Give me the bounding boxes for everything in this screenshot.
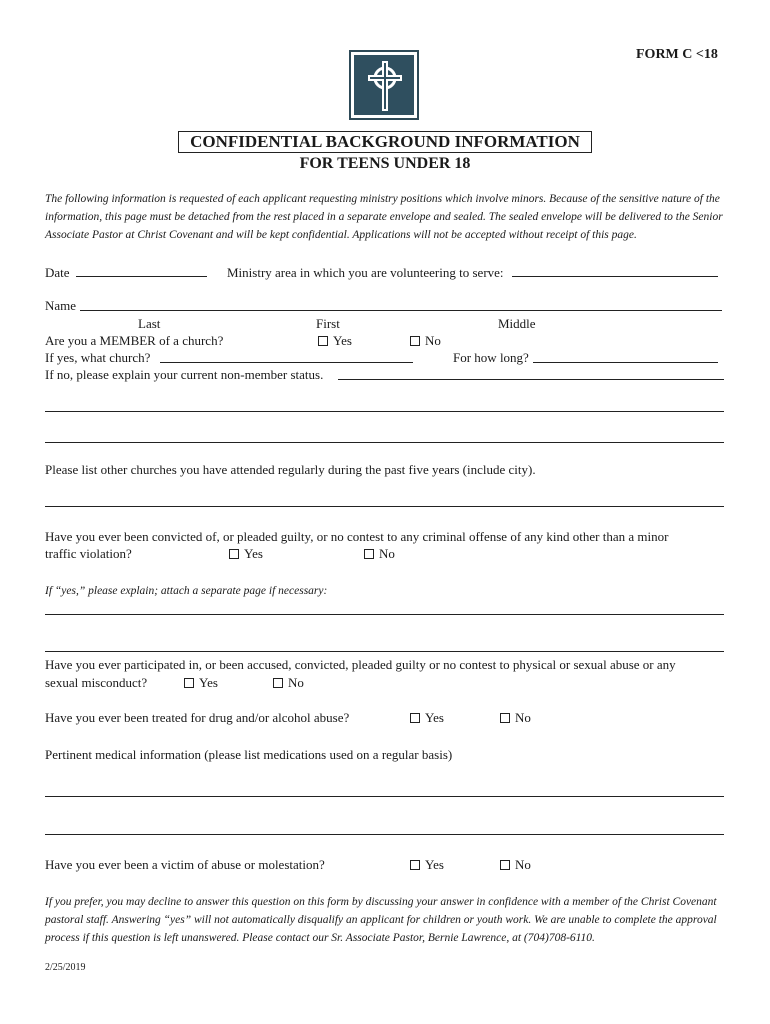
convicted-yes-option[interactable]: Yes xyxy=(229,546,263,562)
if-yes-explain-label: If “yes,” please explain; attach a separate page if necessary: xyxy=(45,585,328,597)
drug-question: Have you ever been treated for drug and/or alcohol abuse? xyxy=(45,710,350,725)
abuse-yes-option[interactable]: Yes xyxy=(184,675,218,691)
name-last-label: Last xyxy=(138,316,161,331)
closing-line: pastoral staff. Answering “yes” will not automatically disqualify an applicant for children or youth work. We are unable to complete the approval xyxy=(45,914,717,926)
abuse-question: Have you ever participated in, or been accused, convicted, pleaded guilty or no contest to physical or sexual abuse or any xyxy=(45,657,676,672)
date-field[interactable] xyxy=(76,276,207,277)
checkbox-icon[interactable] xyxy=(229,549,239,559)
convicted-question-cont: traffic violation? xyxy=(45,546,132,561)
medical-line-2[interactable] xyxy=(45,834,724,835)
convicted-question: Have you ever been convicted of, or pleaded guilty, or no contest to any criminal offense of any kind other than a minor xyxy=(45,529,669,544)
convicted-no-option[interactable]: No xyxy=(364,546,395,562)
name-middle-label: Middle xyxy=(498,316,536,331)
member-question: Are you a MEMBER of a church? xyxy=(45,333,224,348)
member-yes-option[interactable]: Yes xyxy=(318,333,352,349)
victim-question: Have you ever been a victim of abuse or molestation? xyxy=(45,857,325,872)
explain-line-2[interactable] xyxy=(45,651,724,652)
medical-label: Pertinent medical information (please list medications used on a regular basis) xyxy=(45,747,453,762)
if-yes-church-label: If yes, what church? xyxy=(45,350,151,365)
checkbox-icon[interactable] xyxy=(184,678,194,688)
ministry-field[interactable] xyxy=(512,276,718,277)
explain-line-1[interactable] xyxy=(45,614,724,615)
non-member-line-3[interactable] xyxy=(45,442,724,443)
other-churches-label: Please list other churches you have attended regularly during the past five years (include city). xyxy=(45,462,536,477)
date-label: Date xyxy=(45,265,70,280)
closing-line: process if this question is left unanswered. Please contact our Sr. Associate Pastor, Bernie Lawrence, at (704)708-6110. xyxy=(45,932,595,944)
medical-line-1[interactable] xyxy=(45,796,724,797)
victim-no-option[interactable]: No xyxy=(500,857,531,873)
if-no-explain-label: If no, please explain your current non-member status. xyxy=(45,367,324,382)
abuse-question-cont: sexual misconduct? xyxy=(45,675,148,690)
checkbox-icon[interactable] xyxy=(273,678,283,688)
checkbox-icon[interactable] xyxy=(318,336,328,346)
closing-line: If you prefer, you may decline to answer this question on this form by discussing your answer in confidence with a member of the Christ Covenant xyxy=(45,896,717,908)
name-field[interactable] xyxy=(80,310,722,311)
page-subtitle: FOR TEENS UNDER 18 xyxy=(299,155,471,172)
abuse-no-option[interactable]: No xyxy=(273,675,304,691)
checkbox-icon[interactable] xyxy=(500,713,510,723)
victim-yes-option[interactable]: Yes xyxy=(410,857,444,873)
how-long-field[interactable] xyxy=(533,362,718,363)
drug-yes-option[interactable]: Yes xyxy=(410,710,444,726)
non-member-line-2[interactable] xyxy=(45,411,724,412)
intro-line: Associate Pastor at Christ Covenant and will be kept confidential. Applications will not be accepted without receipt of this page. xyxy=(45,229,637,241)
checkbox-icon[interactable] xyxy=(410,336,420,346)
member-no-option[interactable]: No xyxy=(410,333,441,349)
non-member-field[interactable] xyxy=(338,379,724,380)
drug-no-option[interactable]: No xyxy=(500,710,531,726)
how-long-label: For how long? xyxy=(453,350,529,365)
other-churches-field[interactable] xyxy=(45,506,724,507)
footer-date: 2/25/2019 xyxy=(45,962,86,973)
page-title: CONFIDENTIAL BACKGROUND INFORMATION xyxy=(178,131,592,153)
form-code: FORM C <18 xyxy=(636,47,718,62)
checkbox-icon[interactable] xyxy=(364,549,374,559)
name-label: Name xyxy=(45,298,77,313)
name-first-label: First xyxy=(316,316,340,331)
intro-line: The following information is requested of each applicant requesting ministry positions which involve minors. Because of the sensitive nature of the xyxy=(45,193,720,205)
checkbox-icon[interactable] xyxy=(500,860,510,870)
checkbox-icon[interactable] xyxy=(410,713,420,723)
celtic-cross-icon xyxy=(349,50,419,120)
church-field[interactable] xyxy=(160,362,413,363)
intro-line: information, this page must be detached from the rest placed in a separate envelope and sealed. The sealed envelope will be delivered to the Senior xyxy=(45,211,723,223)
checkbox-icon[interactable] xyxy=(410,860,420,870)
ministry-label: Ministry area in which you are volunteering to serve: xyxy=(227,265,504,280)
